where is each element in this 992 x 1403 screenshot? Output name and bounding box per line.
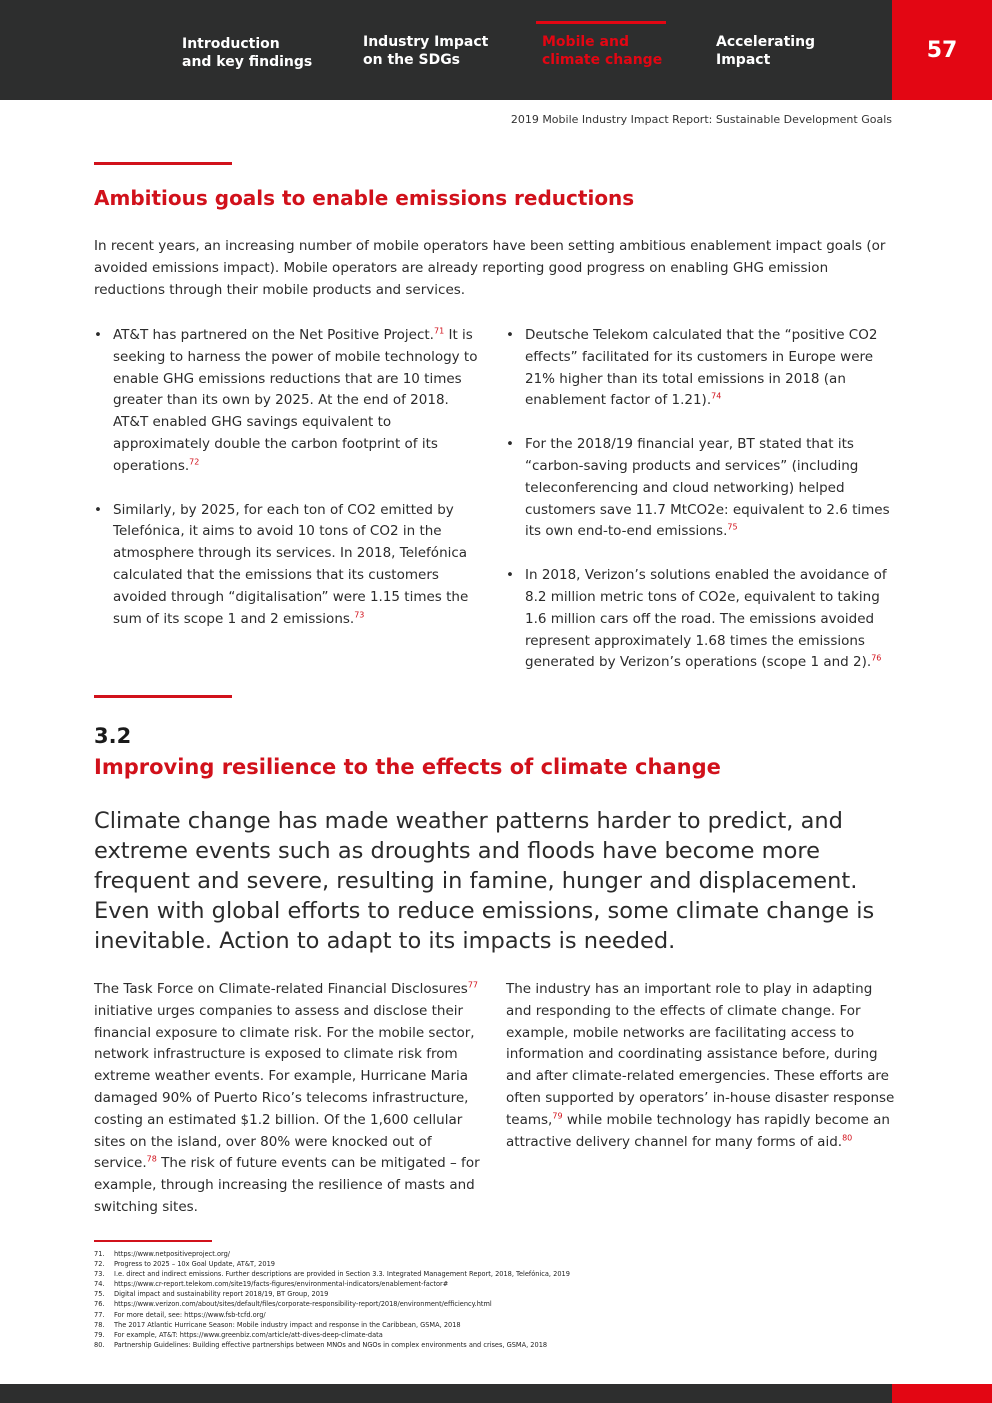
- footnote-item: [94, 1259, 914, 1269]
- footnote-item: [94, 1249, 914, 1259]
- footnote-ref[interactable]: 80: [842, 1133, 853, 1143]
- nav-label-line2: Impact: [716, 52, 771, 68]
- footnote-text[interactable]: For more detail, see: https://www.fsb-tcfd.org/: [114, 1310, 266, 1319]
- nav-label-line1: Mobile and: [542, 34, 629, 50]
- section-intro: In recent years, an increasing number of mobile operators have been setting ambitious enablement impact goals (or avoided emissions impact). Mobile operators are already reporting good progress on enabling GHG emission reductions through their mobile products and services.: [94, 238, 886, 298]
- footnote-item: [94, 1289, 914, 1299]
- body-text: The risk of future events can be mitigated – for example, through increasing the resilience of masts and switching sites.: [94, 1155, 480, 1215]
- report-title: 2019 Mobile Industry Impact Report: Sustainable Development Goals: [510, 113, 892, 126]
- footnote-number: 73.: [94, 1270, 105, 1279]
- footnote-ref[interactable]: 72: [189, 457, 200, 467]
- footnote-item: [94, 1299, 914, 1309]
- list-item: [506, 434, 900, 543]
- footnote-text[interactable]: https://www.netpositiveproject.org/: [114, 1250, 231, 1258]
- section-rule: [94, 695, 232, 698]
- footnote-number: 77.: [94, 1310, 105, 1319]
- footnote-item: [94, 1279, 914, 1289]
- footnote-ref[interactable]: 71: [433, 326, 445, 336]
- nav-active-indicator: [536, 21, 666, 24]
- section-heading: Ambitious goals to enable emissions reductions: [94, 186, 635, 210]
- list-item: [506, 325, 900, 412]
- footnote-text: Partnership Guidelines: Building effective partnerships between MNOs and NGOs in complex environments and crises, GSMA, 2018: [114, 1340, 548, 1349]
- nav-label-line2: climate change: [542, 52, 663, 68]
- footnote-ref[interactable]: 78: [146, 1154, 157, 1164]
- nav-label-line2: on the SDGs: [363, 52, 461, 68]
- footnote-text: Progress to 2025 – 10x Goal Update, AT&T, 2019: [114, 1260, 275, 1269]
- footnote-text[interactable]: https://www.verizon.com/about/sites/default/files/corporate-responsibility-report/2018/environment/efficiency.html: [114, 1300, 492, 1309]
- bullet-text: For the 2018/19 financial year, BT stated that its “carbon-saving products and services” (including teleconferencing and cloud networking) helped customers save 11.7 MtCO2e: equivalent to 2.6 times its own end-to-end emissions.: [525, 436, 890, 540]
- footnote-text: Digital impact and sustainability report 2018/19, BT Group, 2019: [114, 1290, 329, 1299]
- footer-bar: [0, 1384, 892, 1403]
- footnote-item: [94, 1330, 914, 1340]
- footnote-item: [94, 1310, 914, 1320]
- footnote-item: [94, 1320, 914, 1330]
- footnote-item: [94, 1269, 914, 1279]
- body-column-left: [94, 979, 488, 1219]
- bullet-list-left: [94, 325, 488, 652]
- section-rule: [94, 162, 232, 165]
- footnote-text: I.e. direct and indirect emissions. Further descriptions are provided in Section 3.3. Integrated Management Report, 2018, Telefónica, 2019: [114, 1270, 570, 1279]
- body-text: The Task Force on Climate-related Financial Disclosures: [94, 981, 468, 997]
- section-lede: Climate change has made weather patterns harder to predict, and extreme events such as droughts and floods have become more frequent and severe, resulting in famine, hunger and displacement. Even with global efforts to reduce emissions, some climate change is inevitable. Action to adapt to its impacts is needed.: [94, 808, 875, 954]
- body-text: while mobile technology has rapidly become an attractive delivery channel for many forms of aid.: [506, 1111, 890, 1150]
- footnote-ref[interactable]: 76: [871, 653, 882, 663]
- nav-label-line1: Introduction: [182, 36, 280, 52]
- footnote-ref[interactable]: 73: [354, 610, 365, 620]
- body-text: initiative urges companies to assess and disclose their financial exposure to climate risk. For the mobile sector, network infrastructure is exposed to climate risk from extreme weather events. For example, Hurricane Maria damaged 90% of Puerto Rico’s telecoms infrastructure, costing an estimated $1.2 billion. Of the 1,600 cellular sites on the island, over 80% were knocked out of service.: [94, 1002, 475, 1172]
- list-item: [506, 565, 900, 674]
- section-number: 3.2: [94, 724, 132, 748]
- footnote-text[interactable]: https://www.cr-report.telekom.com/site19/facts-figures/environmental-indicators/enablement-factor#: [114, 1280, 449, 1289]
- section-heading: Improving resilience to the effects of climate change: [94, 755, 721, 779]
- footnote-rule: [94, 1240, 212, 1242]
- footnote-number: 76.: [94, 1300, 105, 1309]
- footnote-text[interactable]: For example, AT&T: https://www.greenbiz.com/article/att-dives-deep-climate-data: [114, 1330, 383, 1339]
- nav-label-line2: and key findings: [182, 54, 313, 70]
- footnote-ref[interactable]: 79: [552, 1111, 563, 1121]
- footnote-number: 80.: [94, 1340, 105, 1349]
- footnote-ref[interactable]: 74: [711, 391, 722, 401]
- footnote-ref[interactable]: 75: [727, 522, 738, 532]
- footnote-text: The 2017 Atlantic Hurricane Season: Mobile industry impact and response in the Caribbean, GSMA, 2018: [114, 1320, 461, 1329]
- footnote-item: [94, 1340, 914, 1350]
- list-item: [94, 500, 488, 631]
- bullet-text: Deutsche Telekom calculated that the “positive CO2 effects” facilitated for its customers in Europe were 21% higher than its total emissions in 2018 (an enablement factor of 1.21).: [525, 327, 878, 409]
- bullet-text: Similarly, by 2025, for each ton of CO2 emitted by Telefónica, it aims to avoid 10 tons of CO2 in the atmosphere through its services. In 2018, Telefónica calculated that the emissions that its customers avoided through “digitalisation” were 1.15 times the sum of its scope 1 and 2 emissions.: [113, 501, 469, 627]
- footnote-number: 74.: [94, 1280, 105, 1289]
- bullet-list-right: [506, 325, 900, 696]
- nav-label-line1: Accelerating: [716, 34, 816, 50]
- body-text: The industry has an important role to play in adapting and responding to the effects of climate change. For example, mobile networks are facilitating access to information and coordinating assistance before, during and after climate-related emergencies. These efforts are often supported by operators’ in-house disaster response teams,: [506, 981, 895, 1128]
- bullet-text: AT&T has partnered on the Net Positive Project.: [113, 327, 434, 343]
- footnote-number: 75.: [94, 1290, 105, 1299]
- footnote-number: 72.: [94, 1260, 105, 1269]
- footnotes-list: [94, 1249, 914, 1350]
- body-column-right: [506, 979, 896, 1153]
- bullet-text: In 2018, Verizon’s solutions enabled the avoidance of 8.2 million metric tons of CO2e, equivalent to taking 1.6 million cars off the road. The emissions avoided represent approximately 1.68 times the emissions generated by Verizon’s operations (scope 1 and 2).: [525, 567, 887, 671]
- footnote-number: 78.: [94, 1320, 105, 1329]
- footnote-number: 71.: [94, 1250, 105, 1258]
- page-number: 57: [892, 0, 992, 100]
- list-item: [94, 325, 488, 478]
- footer-accent: [892, 1384, 992, 1403]
- footnote-ref[interactable]: 77: [467, 980, 479, 990]
- footnote-number: 79.: [94, 1330, 105, 1339]
- bullet-text: It is seeking to harness the power of mobile technology to enable GHG emissions reductions that are 10 times greater than its own by 2025. At the end of 2018. AT&T enabled GHG savings equivalent to approximately double the carbon footprint of its operations.: [113, 327, 478, 474]
- nav-label-line1: Industry Impact: [363, 34, 489, 50]
